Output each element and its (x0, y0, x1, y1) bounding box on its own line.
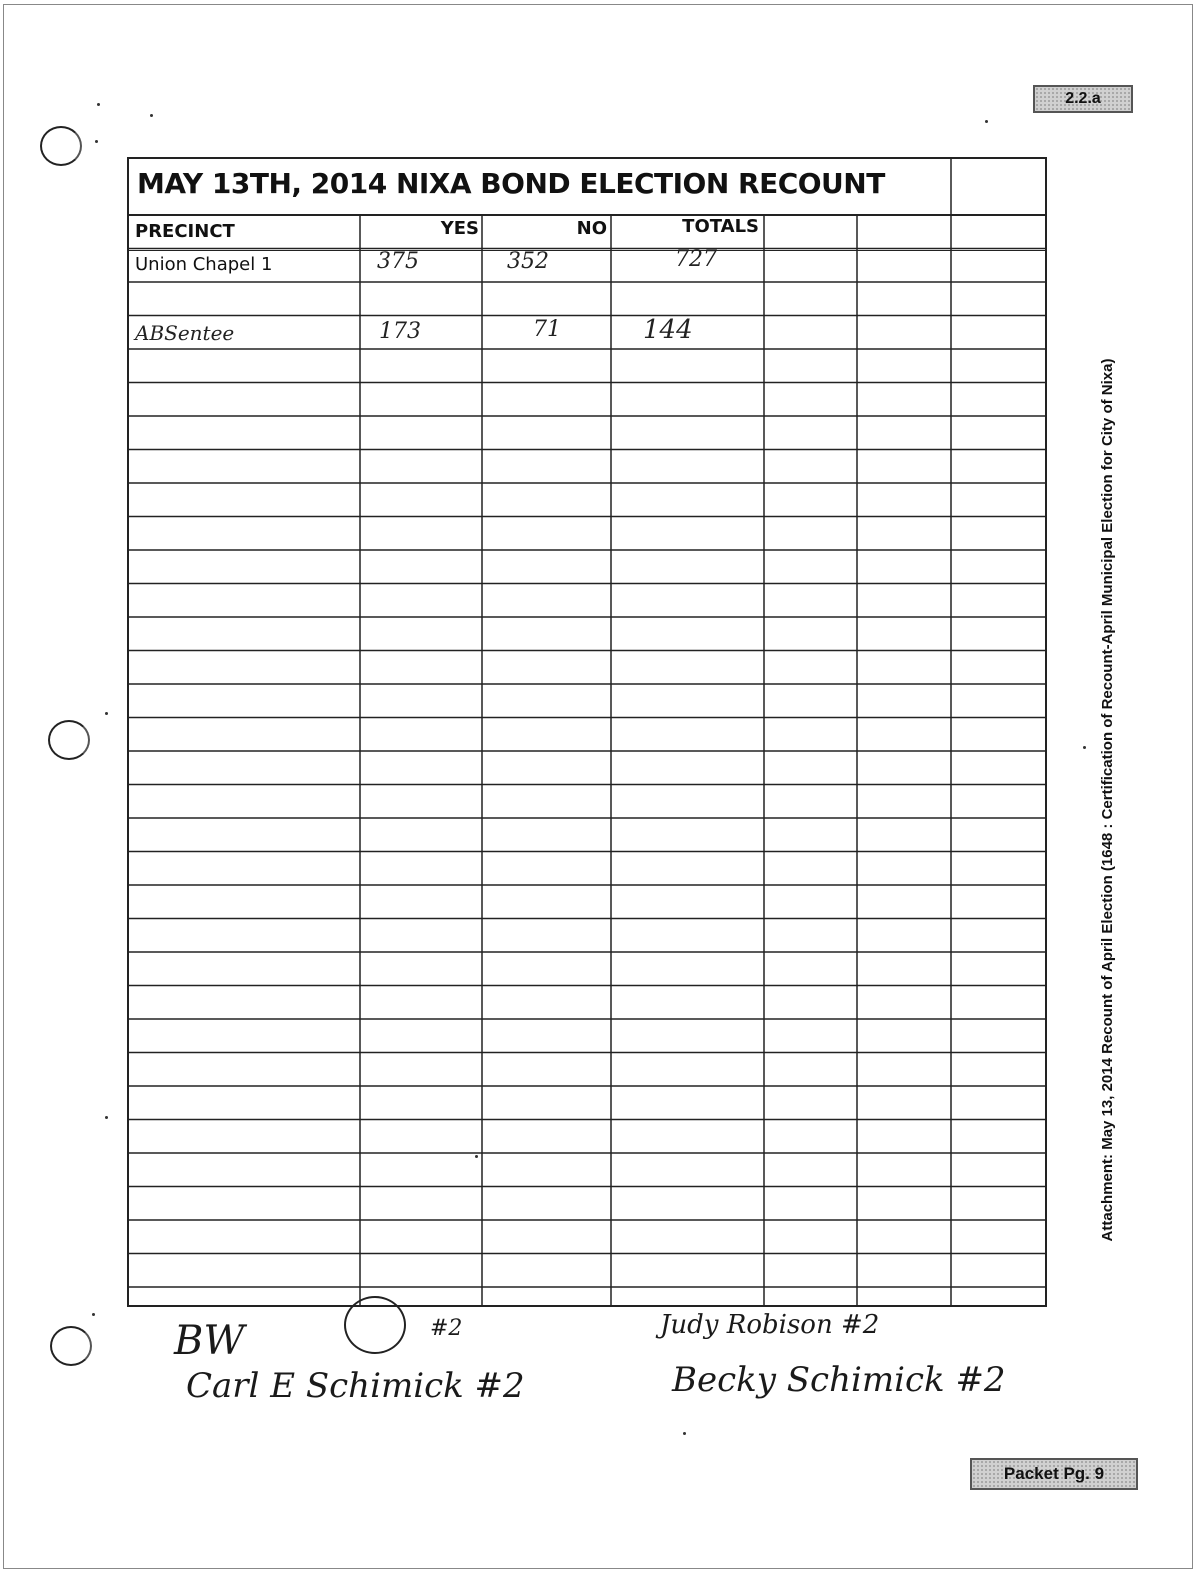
speck (1083, 746, 1086, 749)
binder-hole-top (40, 126, 82, 166)
speck (683, 1432, 686, 1435)
speck (985, 120, 988, 123)
row-2-totals: 144 (643, 315, 693, 345)
speck (95, 140, 98, 143)
row-1-totals: 727 (675, 247, 717, 272)
row-1-yes: 375 (377, 249, 419, 274)
signature-left-mark: #2 (430, 1316, 463, 1341)
signature-left: Carl E Schimick #2 (186, 1366, 525, 1406)
row-2-yes: 173 (379, 319, 421, 344)
section-badge: 2.2.a (1033, 85, 1133, 113)
speck (105, 712, 108, 715)
recount-table (127, 157, 1047, 1307)
speck (97, 103, 100, 106)
packet-page-badge: Packet Pg. 9 (970, 1458, 1138, 1490)
binder-hole-bottom (50, 1326, 92, 1366)
row-2-no: 71 (533, 317, 561, 342)
header-no: NO (576, 218, 607, 239)
signature-right-2: Becky Schimick #2 (672, 1360, 1006, 1400)
binder-hole-middle (48, 720, 90, 760)
signature-left-initials: BW (174, 1318, 245, 1364)
header-precinct: PRECINCT (135, 221, 235, 242)
sheet-title: MAY 13TH, 2014 NIXA BOND ELECTION RECOUNT (137, 167, 885, 200)
signature-right-1: Judy Robison #2 (660, 1310, 880, 1340)
row-1-precinct: Union Chapel 1 (135, 254, 273, 275)
header-totals: TOTALS (682, 216, 759, 237)
row-1-no: 352 (507, 249, 549, 274)
attachment-note: Attachment: May 13, 2014 Recount of April Election (1648 : Certification of Recount-April Municipal Election for City of Nixa) (1099, 358, 1116, 1242)
signature-loop (344, 1296, 406, 1354)
row-2-precinct: ABSentee (135, 321, 235, 345)
table-grid (129, 159, 1045, 1305)
speck (150, 114, 153, 117)
speck (92, 1313, 95, 1316)
header-yes: YES (440, 218, 479, 239)
speck (105, 1116, 108, 1119)
